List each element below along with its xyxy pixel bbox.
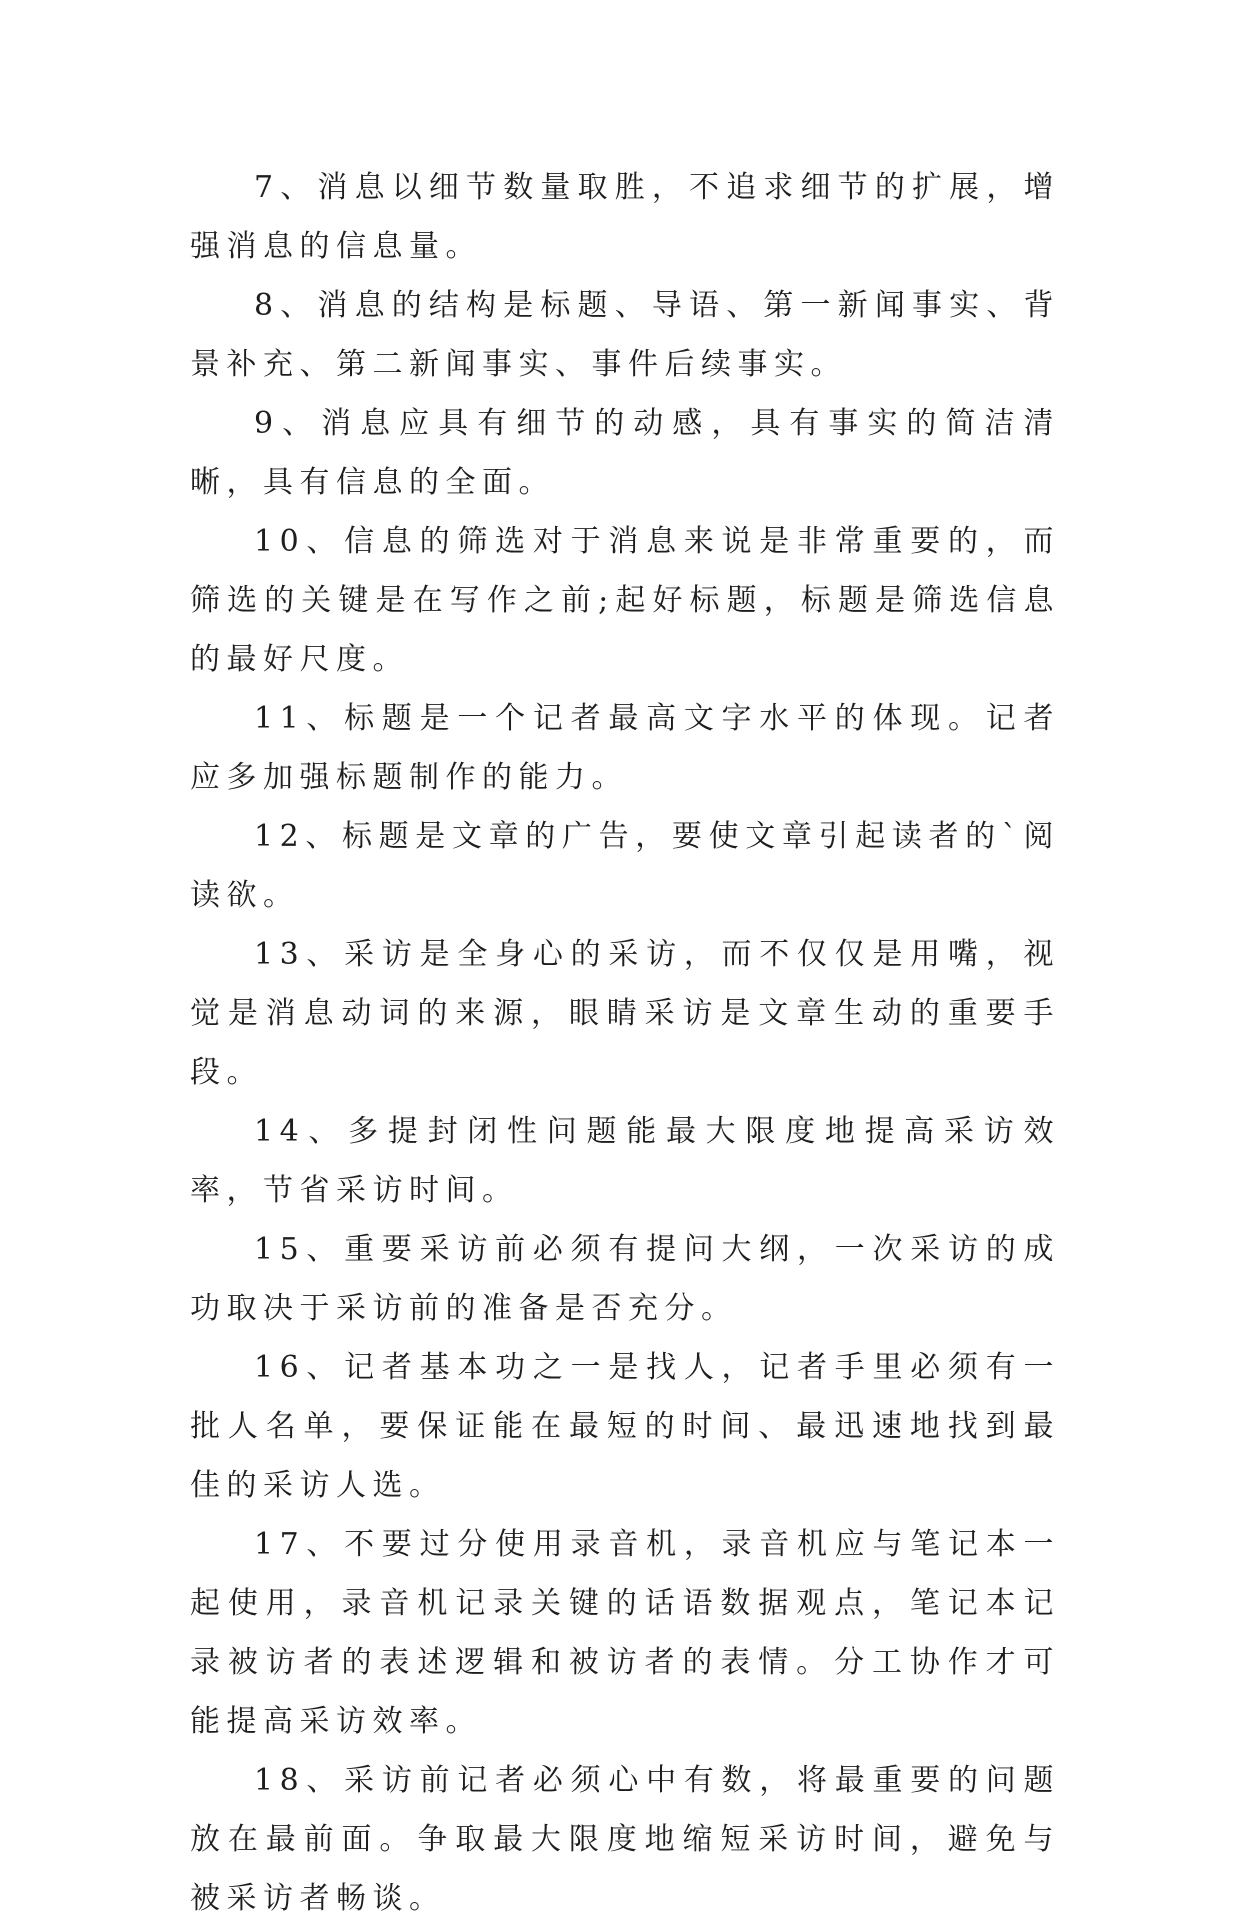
paragraph-12: 12、标题是文章的广告，要使文章引起读者的`阅读欲。 [190,819,1060,913]
paragraph-9: 9、消息应具有细节的动感，具有事实的简洁清晰，具有信息的全面。 [190,406,1060,500]
paragraph-11: 11、标题是一个记者最高文字水平的体现。记者应多加强标题制作的能力。 [190,701,1060,795]
paragraph-15: 15、重要采访前必须有提问大纲，一次采访的成功取决于采访前的准备是否充分。 [190,1232,1060,1326]
paragraph-7: 7、消息以细节数量取胜，不追求细节的扩展，增强消息的信息量。 [190,170,1060,264]
paragraph-18: 18、采访前记者必须心中有数，将最重要的问题放在最前面。争取最大限度地缩短采访时间，避免与被采访者畅谈。 [190,1763,1060,1916]
paragraph-10: 10、信息的筛选对于消息来说是非常重要的，而筛选的关键是在写作之前;起好标题，标题是筛选信息的最好尺度。 [190,524,1060,677]
document-body [190,158,1060,1928]
paragraph-13: 13、采访是全身心的采访，而不仅仅是用嘴，视觉是消息动词的来源，眼睛采访是文章生动的重要手段。 [190,937,1060,1090]
paragraph-8: 8、消息的结构是标题、导语、第一新闻事实、背景补充、第二新闻事实、事件后续事实。 [190,288,1060,382]
paragraph-16: 16、记者基本功之一是找人，记者手里必须有一批人名单，要保证能在最短的时间、最迅速地找到最佳的采访人选。 [190,1350,1060,1503]
paragraph-14: 14、多提封闭性问题能最大限度地提高采访效率，节省采访时间。 [190,1114,1060,1208]
paragraph-17: 17、不要过分使用录音机，录音机应与笔记本一起使用，录音机记录关键的话语数据观点，笔记本记录被访者的表述逻辑和被访者的表情。分工协作才可能提高采访效率。 [190,1527,1060,1739]
